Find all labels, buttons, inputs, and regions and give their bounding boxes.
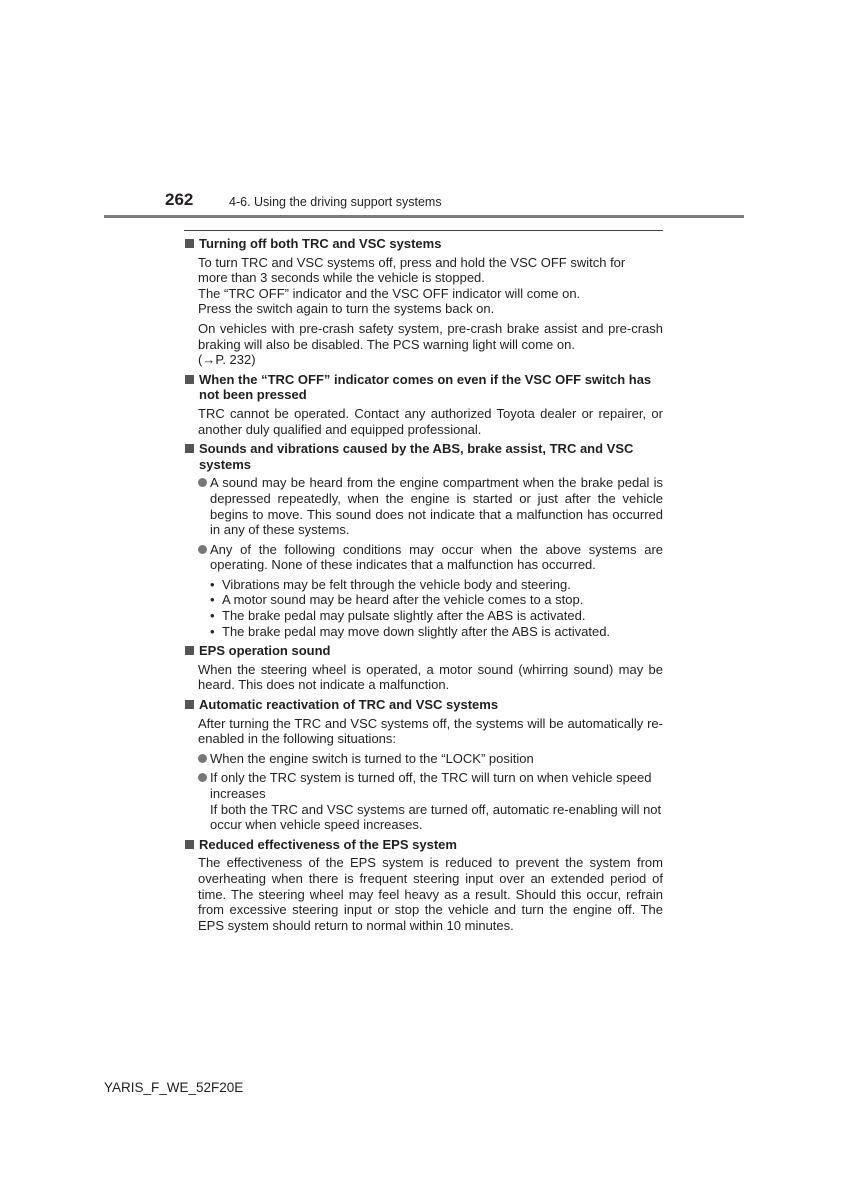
text-line: more than 3 seconds while the vehicle is stopped. — [198, 270, 485, 286]
section-turning-off — [184, 236, 663, 368]
heading-text: Sounds and vibrations caused by the ABS, brake assist, TRC and VSC systems — [199, 441, 634, 472]
sub-list-item — [210, 608, 663, 624]
header-rule — [104, 215, 744, 218]
heading-text: Reduced effectiveness of the EPS system — [199, 836, 457, 852]
circle-bullet-icon — [198, 773, 207, 782]
section-heading — [184, 441, 663, 472]
list-item — [198, 770, 663, 832]
sub-list — [198, 577, 663, 639]
section-heading — [184, 372, 663, 403]
text-line: The “TRC OFF” indicator and the VSC OFF indicator will come on. — [198, 285, 581, 301]
square-bullet-icon — [185, 375, 194, 384]
page-reference: (→P. 232) — [198, 352, 256, 368]
heading-text: Automatic reactivation of TRC and VSC systems — [199, 697, 499, 713]
list-item — [198, 542, 663, 573]
section-heading — [184, 643, 663, 659]
list-item-line: If only the TRC system is turned off, the TRC will turn on when vehicle speed increases — [210, 770, 652, 801]
section-title: 4-6. Using the driving support systems — [229, 195, 442, 209]
list-item-text: A sound may be heard from the engine compartment when the brake pedal is depressed repeatedly, when the engine is started or just after the vehicle begins to move. This sound does not indicate that a malfunction has occurred in any of these systems. — [210, 475, 663, 538]
content — [184, 236, 663, 937]
middle-dot-icon: • — [210, 623, 215, 639]
page-number: 262 — [165, 190, 194, 209]
list-item-text: Any of the following conditions may occur when the above systems are operating. None of these indicates that a malfunction has occurred. — [210, 541, 663, 573]
list-item-line: If both the TRC and VSC systems are turned off, automatic re-enabling will not occur when vehicle speed increases. — [210, 801, 662, 833]
square-bullet-icon — [185, 646, 194, 655]
sub-list-text: A motor sound may be heard after the vehicle comes to a stop. — [222, 592, 584, 608]
middle-dot-icon: • — [210, 608, 215, 624]
paragraph: When the steering wheel is operated, a motor sound (whirring sound) may be heard. This does not indicate a malfunction. — [198, 661, 663, 693]
footer-code: YARIS_F_WE_52F20E — [104, 1080, 244, 1095]
square-bullet-icon — [185, 444, 194, 453]
content-top-rule — [184, 230, 663, 231]
paragraph: TRC cannot be operated. Contact any authorized Toyota dealer or repairer, or another duly qualified and equipped professional. — [198, 405, 663, 437]
square-bullet-icon — [185, 700, 194, 709]
heading-text: When the “TRC OFF” indicator comes on even if the VSC OFF switch has not been pressed — [199, 371, 652, 403]
paragraph-text: On vehicles with pre-crash safety system, pre-crash brake assist and pre-crash braking will also be disabled. The PCS warning light will come on. — [198, 320, 663, 352]
page-header — [0, 188, 848, 220]
middle-dot-icon: • — [210, 576, 215, 592]
section-eps-sound — [184, 643, 663, 693]
sub-list-text: Vibrations may be felt through the vehicle body and steering. — [222, 576, 571, 592]
paragraph — [198, 255, 663, 317]
paragraph — [198, 321, 663, 368]
sub-list-item — [210, 577, 663, 593]
sub-list-text: The brake pedal may pulsate slightly after the ABS is activated. — [222, 608, 586, 624]
section-heading — [184, 837, 663, 853]
circle-bullet-icon — [198, 545, 207, 554]
paragraph: The effectiveness of the EPS system is reduced to prevent the system from overheating when there is frequent steering input over an extended period of time. The steering wheel may feel heavy as a result. Should this occur, refrain from excessive steering input or stop the vehicle and turn the engine off. The EPS system should return to normal within 10 minutes. — [198, 855, 663, 933]
list-item-text: When the engine switch is turned to the “LOCK” position — [210, 750, 534, 766]
text-line: To turn TRC and VSC systems off, press and hold the VSC OFF switch for — [198, 254, 626, 270]
heading-text: EPS operation sound — [199, 643, 331, 659]
section-heading — [184, 697, 663, 713]
section-heading — [184, 236, 663, 252]
square-bullet-icon — [185, 840, 194, 849]
list-item-text — [210, 770, 663, 832]
sub-list-text: The brake pedal may move down slightly after the ABS is activated. — [222, 623, 611, 639]
text-line: Press the switch again to turn the systems back on. — [198, 301, 495, 317]
list-item — [198, 751, 663, 767]
sub-list-item — [210, 624, 663, 640]
list-item — [198, 475, 663, 537]
section-sounds-vibrations — [184, 441, 663, 639]
paragraph: After turning the TRC and VSC systems off, the systems will be automatically re-enabled in the following situations: — [198, 715, 663, 747]
circle-bullet-icon — [198, 754, 207, 763]
square-bullet-icon — [185, 239, 194, 248]
section-auto-reactivation — [184, 697, 663, 833]
heading-text: Turning off both TRC and VSC systems — [199, 236, 442, 251]
circle-bullet-icon — [198, 478, 207, 487]
sub-list-item — [210, 592, 663, 608]
section-trc-off-indicator — [184, 372, 663, 437]
middle-dot-icon: • — [210, 592, 215, 608]
section-eps-effectiveness — [184, 837, 663, 934]
